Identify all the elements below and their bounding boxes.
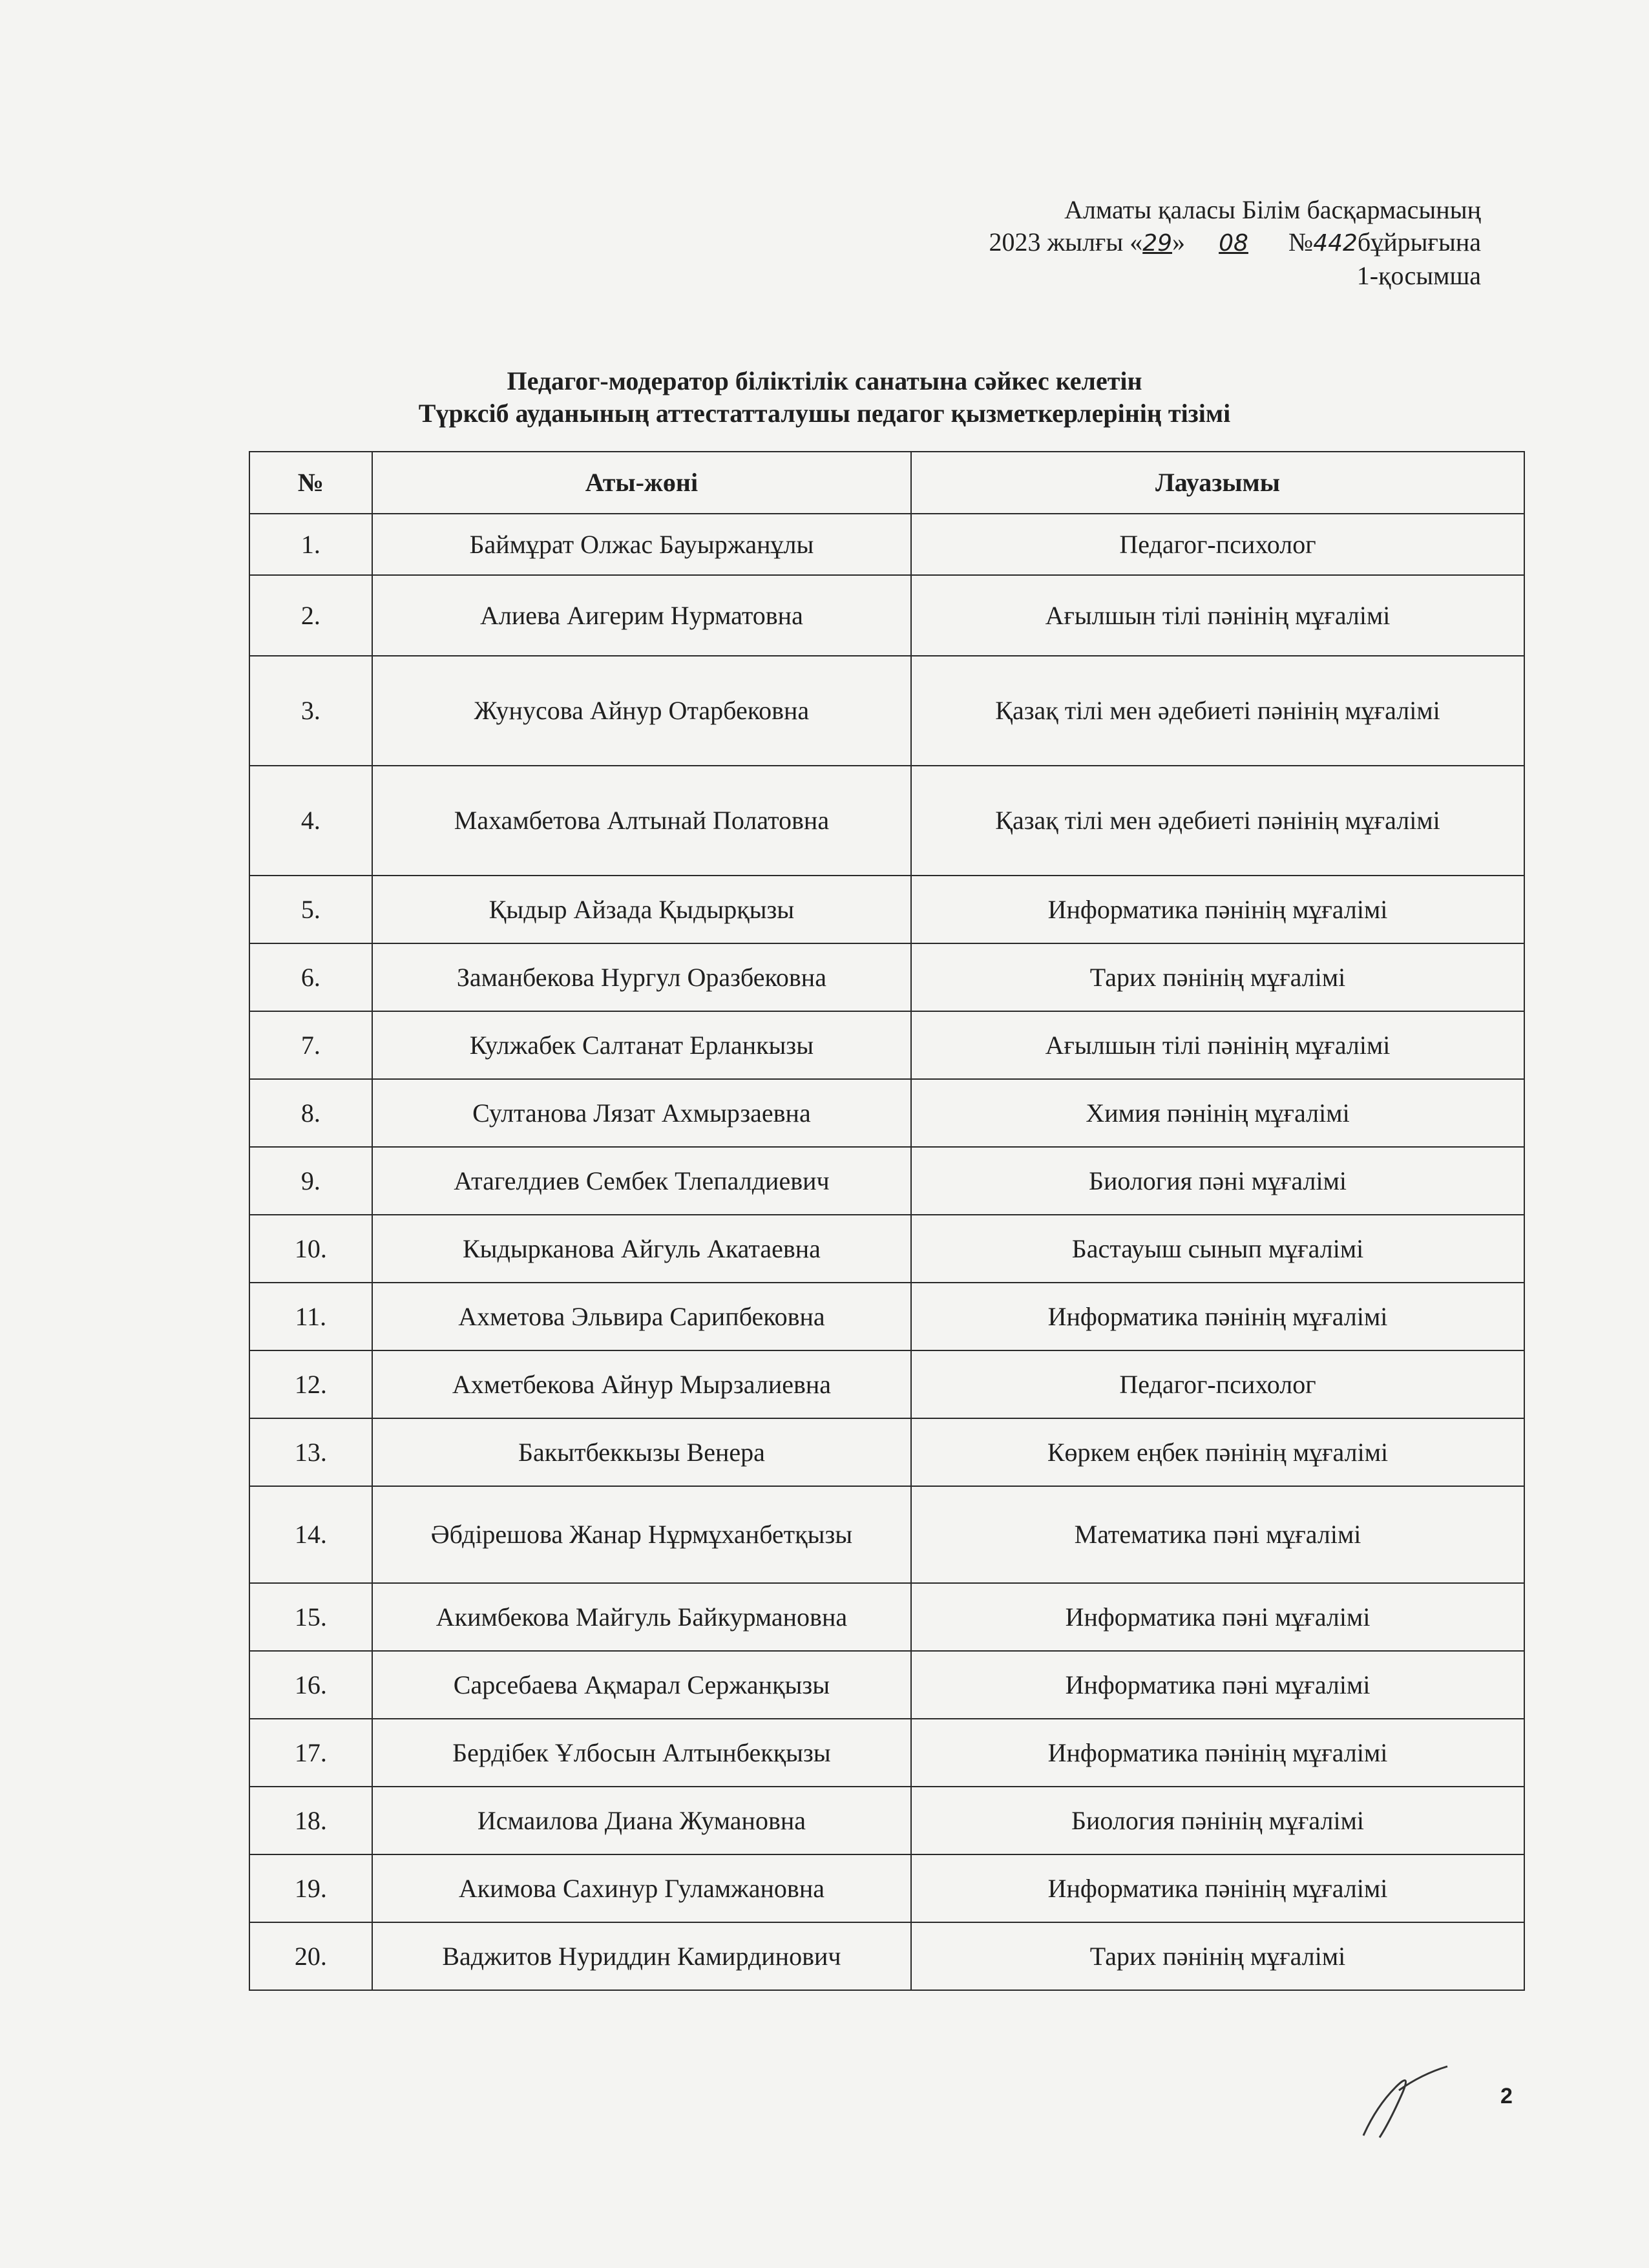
row-name: Атагелдиев Сембек Тлепалдиевич (372, 1147, 911, 1215)
signature-mark (1350, 2061, 1454, 2145)
row-name: Баймұрат Олжас Бауыржанұлы (372, 514, 911, 575)
order-day: 29 (1142, 230, 1173, 257)
table-row (249, 1283, 1524, 1350)
row-name: Исмаилова Диана Жумановна (372, 1787, 911, 1854)
row-position: Информатика пәнінің мұғалімі (911, 1283, 1524, 1350)
header-line-1: Алматы қаласы Білім басқармасының (1064, 195, 1481, 224)
table-row (249, 1787, 1524, 1854)
order-month: 08 (1219, 230, 1248, 257)
row-name: Сарсебаева Ақмарал Сержанқызы (372, 1651, 911, 1719)
row-name: Заманбекова Нургул Оразбековна (372, 943, 911, 1011)
row-number: 8. (249, 1079, 372, 1147)
row-number: 17. (249, 1719, 372, 1787)
row-position: Ағылшын тілі пәнінің мұғалімі (911, 575, 1524, 656)
row-position: Педагог-психолог (911, 514, 1524, 575)
table-row (249, 514, 1524, 575)
row-name: Бердібек Ұлбосын Алтынбекқызы (372, 1719, 911, 1787)
table-row (249, 876, 1524, 943)
table-header-row (249, 452, 1524, 514)
row-number: 20. (249, 1922, 372, 1990)
table-row (249, 1147, 1524, 1215)
page-number: 2 (1500, 2084, 1513, 2108)
row-number: 2. (249, 575, 372, 656)
column-header-number: № (249, 452, 372, 514)
title-line-1: Педагог-модератор біліктілік санатына сәйкес келетін (507, 366, 1142, 395)
row-number: 3. (249, 656, 372, 766)
table-row (249, 1719, 1524, 1787)
row-position: Педагог-психолог (911, 1350, 1524, 1418)
row-number: 1. (249, 514, 372, 575)
row-name: Бакытбеккызы Венера (372, 1418, 911, 1486)
header-line-2: 2023 жылғы «29» 08 №442бұйрығына (989, 226, 1481, 260)
row-position: Ағылшын тілі пәнінің мұғалімі (911, 1011, 1524, 1079)
table-row (249, 656, 1524, 766)
title-line-2: Түрксіб ауданының аттестатталушы педагог қызметкерлерінің тізімі (418, 399, 1231, 428)
row-position: Информатика пәнінің мұғалімі (911, 1719, 1524, 1787)
row-number: 15. (249, 1583, 372, 1651)
row-position: Көркем еңбек пәнінің мұғалімі (911, 1418, 1524, 1486)
row-name: Акимова Сахинур Гуламжановна (372, 1854, 911, 1922)
row-number: 7. (249, 1011, 372, 1079)
row-position: Информатика пәні мұғалімі (911, 1583, 1524, 1651)
row-position: Информатика пәнінің мұғалімі (911, 1854, 1524, 1922)
row-number: 6. (249, 943, 372, 1011)
row-number: 16. (249, 1651, 372, 1719)
row-position: Қазақ тілі мен әдебиеті пәнінің мұғалімі (911, 766, 1524, 876)
row-position: Информатика пәнінің мұғалімі (911, 876, 1524, 943)
row-name: Алиева Аигерим Нурматовна (372, 575, 911, 656)
column-header-name: Аты-жөні (372, 452, 911, 514)
row-position: Тарих пәнінің мұғалімі (911, 943, 1524, 1011)
table-row (249, 1854, 1524, 1922)
row-number: 11. (249, 1283, 372, 1350)
order-number: 442 (1313, 230, 1358, 257)
table-row (249, 1079, 1524, 1147)
document-title (0, 365, 1649, 430)
row-number: 13. (249, 1418, 372, 1486)
row-position: Бастауыш сынып мұғалімі (911, 1215, 1524, 1283)
table-row (249, 943, 1524, 1011)
header-line-3: 1-қосымша (1356, 261, 1481, 290)
table-row (249, 575, 1524, 656)
row-number: 14. (249, 1486, 372, 1583)
order-reference (989, 194, 1481, 292)
row-number: 18. (249, 1787, 372, 1854)
row-number: 10. (249, 1215, 372, 1283)
row-name: Махамбетова Алтынай Полатовна (372, 766, 911, 876)
table-row (249, 1215, 1524, 1283)
row-name: Жунусова Айнур Отарбековна (372, 656, 911, 766)
column-header-position: Лауазымы (911, 452, 1524, 514)
staff-table (249, 451, 1525, 1991)
table-row (249, 1350, 1524, 1418)
table-row (249, 1583, 1524, 1651)
row-name: Кулжабек Салтанат Ерланкызы (372, 1011, 911, 1079)
row-position: Биология пәні мұғалімі (911, 1147, 1524, 1215)
row-name: Қыдыр Айзада Қыдырқызы (372, 876, 911, 943)
row-position: Химия пәнінің мұғалімі (911, 1079, 1524, 1147)
row-number: 19. (249, 1854, 372, 1922)
row-name: Ахметбекова Айнур Мырзалиевна (372, 1350, 911, 1418)
row-name: Султанова Лязат Ахмырзаевна (372, 1079, 911, 1147)
row-position: Биология пәнінің мұғалімі (911, 1787, 1524, 1854)
row-name: Әбдірешова Жанар Нұрмұханбетқызы (372, 1486, 911, 1583)
row-number: 4. (249, 766, 372, 876)
table-row (249, 1651, 1524, 1719)
row-number: 5. (249, 876, 372, 943)
table-row (249, 766, 1524, 876)
row-number: 9. (249, 1147, 372, 1215)
row-position: Тарих пәнінің мұғалімі (911, 1922, 1524, 1990)
table-row (249, 1486, 1524, 1583)
row-position: Информатика пәні мұғалімі (911, 1651, 1524, 1719)
row-name: Ахметова Эльвира Сарипбековна (372, 1283, 911, 1350)
row-name: Акимбекова Майгуль Байкурмановна (372, 1583, 911, 1651)
row-name: Кыдырканова Айгуль Акатаевна (372, 1215, 911, 1283)
table-row (249, 1011, 1524, 1079)
row-number: 12. (249, 1350, 372, 1418)
row-name: Ваджитов Нуриддин Камирдинович (372, 1922, 911, 1990)
row-position: Қазақ тілі мен әдебиеті пәнінің мұғалімі (911, 656, 1524, 766)
row-position: Математика пәні мұғалімі (911, 1486, 1524, 1583)
table-row (249, 1418, 1524, 1486)
table-row (249, 1922, 1524, 1990)
